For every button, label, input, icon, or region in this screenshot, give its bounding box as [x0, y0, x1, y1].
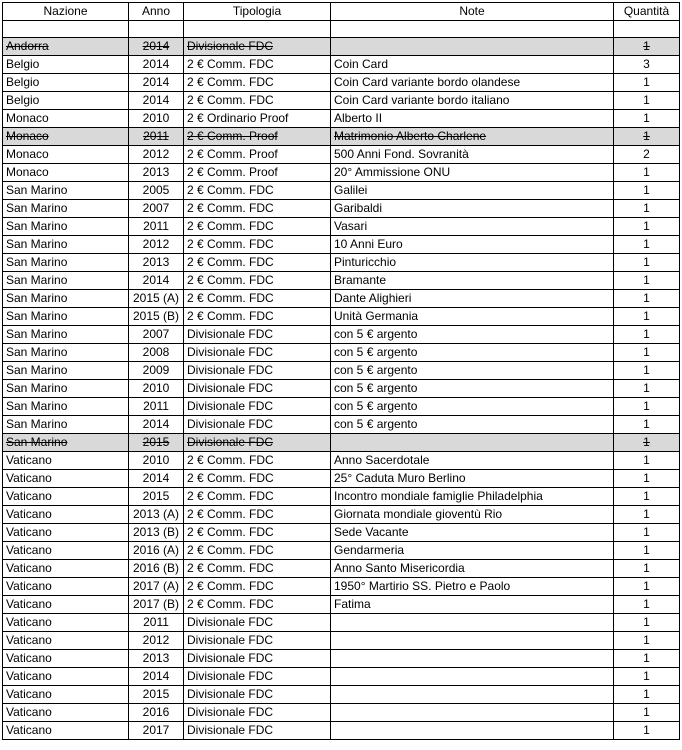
cell-note[interactable]: Coin Card — [331, 56, 614, 74]
cell-tipologia[interactable]: Divisionale FDC — [184, 650, 331, 668]
cell-quantita[interactable]: 1 — [614, 686, 680, 704]
cell-note[interactable]: Gendarmeria — [331, 542, 614, 560]
cell-tipologia[interactable]: 2 € Comm. FDC — [184, 542, 331, 560]
cell-nazione[interactable]: Vaticano — [3, 506, 129, 524]
cell-nazione[interactable]: Monaco — [3, 164, 129, 182]
cell-anno[interactable]: 2013 (B) — [129, 524, 184, 542]
cell-quantita[interactable]: 1 — [614, 74, 680, 92]
cell-nazione[interactable]: Vaticano — [3, 488, 129, 506]
cell-quantita[interactable]: 1 — [614, 92, 680, 110]
cell-anno[interactable]: 2014 — [129, 92, 184, 110]
cell-nazione[interactable]: San Marino — [3, 398, 129, 416]
cell-nazione[interactable]: Vaticano — [3, 632, 129, 650]
cell-tipologia[interactable]: 2 € Comm. FDC — [184, 524, 331, 542]
table-row — [3, 92, 680, 110]
table-row — [3, 434, 680, 452]
cell-quantita[interactable]: 3 — [614, 56, 680, 74]
cell-anno[interactable]: 2011 — [129, 128, 184, 146]
header-note[interactable]: Note — [331, 3, 614, 21]
table-row — [3, 74, 680, 92]
cell-nazione[interactable]: San Marino — [3, 434, 129, 452]
cell-quantita[interactable]: 1 — [614, 182, 680, 200]
cell-tipologia[interactable]: 2 € Comm. FDC — [184, 596, 331, 614]
cell-note[interactable] — [331, 434, 614, 452]
cell-anno[interactable]: 2013 — [129, 254, 184, 272]
cell-nazione[interactable]: Vaticano — [3, 542, 129, 560]
cell-note[interactable] — [331, 614, 614, 632]
cell-note[interactable]: Matrimonio Alberto Charlene — [331, 128, 614, 146]
cell-anno[interactable]: 2017 — [129, 722, 184, 740]
cell-nazione[interactable]: Monaco — [3, 110, 129, 128]
cell-quantita[interactable]: 1 — [614, 506, 680, 524]
table-row — [3, 668, 680, 686]
cell-nazione[interactable]: Belgio — [3, 92, 129, 110]
cell-note[interactable]: 25° Caduta Muro Berlino — [331, 470, 614, 488]
cell-note[interactable] — [331, 650, 614, 668]
table-row — [3, 416, 680, 434]
cell-anno[interactable]: 2009 — [129, 362, 184, 380]
cell-note[interactable]: 20° Ammissione ONU — [331, 164, 614, 182]
cell-note[interactable] — [331, 686, 614, 704]
cell-tipologia[interactable]: Divisionale FDC — [184, 344, 331, 362]
cell-nazione[interactable]: San Marino — [3, 308, 129, 326]
table-row — [3, 470, 680, 488]
cell-nazione[interactable]: Monaco — [3, 128, 129, 146]
coin-inventory-table — [2, 2, 680, 740]
cell-note[interactable]: 10 Anni Euro — [331, 236, 614, 254]
cell-anno[interactable]: 2015 — [129, 488, 184, 506]
cell-quantita[interactable]: 2 — [614, 146, 680, 164]
cell-tipologia[interactable]: Divisionale FDC — [184, 632, 331, 650]
cell-note[interactable]: Sede Vacante — [331, 524, 614, 542]
cell-note[interactable]: Dante Alighieri — [331, 290, 614, 308]
cell-anno[interactable]: 2010 — [129, 452, 184, 470]
cell-note[interactable] — [331, 632, 614, 650]
table-row — [3, 146, 680, 164]
cell-note[interactable]: con 5 € argento — [331, 416, 614, 434]
table-row — [3, 722, 680, 740]
cell-quantita[interactable]: 1 — [614, 542, 680, 560]
table-row — [3, 56, 680, 74]
cell-anno[interactable]: 2015 (B) — [129, 308, 184, 326]
table-row — [3, 200, 680, 218]
cell-note[interactable]: con 5 € argento — [331, 344, 614, 362]
cell-anno[interactable]: 2014 — [129, 416, 184, 434]
cell-anno[interactable]: 2011 — [129, 614, 184, 632]
cell-note[interactable]: Pinturicchio — [331, 254, 614, 272]
cell-tipologia[interactable]: 2 € Comm. Proof — [184, 164, 331, 182]
cell-note[interactable]: Unità Germania — [331, 308, 614, 326]
cell-tipologia[interactable]: Divisionale FDC — [184, 686, 331, 704]
cell-note[interactable]: Incontro mondiale famiglie Philadelphia — [331, 488, 614, 506]
cell-note[interactable]: Galilei — [331, 182, 614, 200]
cell-quantita[interactable]: 1 — [614, 578, 680, 596]
cell-note[interactable]: con 5 € argento — [331, 326, 614, 344]
cell-nazione[interactable]: San Marino — [3, 326, 129, 344]
cell-quantita[interactable]: 1 — [614, 380, 680, 398]
table-row — [3, 560, 680, 578]
cell-note[interactable]: Anno Santo Misericordia — [331, 560, 614, 578]
cell-anno[interactable]: 2012 — [129, 632, 184, 650]
table-row — [3, 128, 680, 146]
cell-nazione[interactable]: Vaticano — [3, 524, 129, 542]
cell-tipologia[interactable]: Divisionale FDC — [184, 416, 331, 434]
cell-nazione[interactable]: Belgio — [3, 56, 129, 74]
cell-anno[interactable]: 2010 — [129, 380, 184, 398]
cell-nazione[interactable]: Vaticano — [3, 470, 129, 488]
cell-nazione[interactable] — [3, 21, 129, 38]
cell-quantita[interactable]: 1 — [614, 650, 680, 668]
cell-tipologia[interactable]: 2 € Comm. FDC — [184, 56, 331, 74]
cell-anno[interactable]: 2014 — [129, 56, 184, 74]
cell-quantita[interactable]: 1 — [614, 668, 680, 686]
table-row — [3, 380, 680, 398]
cell-nazione[interactable]: San Marino — [3, 182, 129, 200]
table-row — [3, 596, 680, 614]
table-row — [3, 272, 680, 290]
cell-anno[interactable]: 2014 — [129, 272, 184, 290]
cell-note[interactable]: con 5 € argento — [331, 380, 614, 398]
cell-quantita[interactable]: 1 — [614, 164, 680, 182]
cell-nazione[interactable]: Vaticano — [3, 452, 129, 470]
cell-tipologia[interactable]: 2 € Comm. FDC — [184, 236, 331, 254]
cell-tipologia[interactable]: Divisionale FDC — [184, 668, 331, 686]
cell-nazione[interactable]: Vaticano — [3, 560, 129, 578]
cell-note[interactable]: Bramante — [331, 272, 614, 290]
table-row — [3, 38, 680, 56]
cell-nazione[interactable]: San Marino — [3, 380, 129, 398]
table-row — [3, 344, 680, 362]
cell-note[interactable] — [331, 704, 614, 722]
table-row — [3, 236, 680, 254]
cell-quantita[interactable]: 1 — [614, 38, 680, 56]
cell-tipologia[interactable]: 2 € Comm. FDC — [184, 290, 331, 308]
cell-quantita[interactable]: 1 — [614, 524, 680, 542]
cell-note[interactable]: 1950° Martirio SS. Pietro e Paolo — [331, 578, 614, 596]
cell-quantita[interactable]: 1 — [614, 326, 680, 344]
cell-quantita[interactable]: 1 — [614, 200, 680, 218]
cell-quantita[interactable] — [614, 21, 680, 38]
cell-anno[interactable]: 2015 (A) — [129, 290, 184, 308]
cell-tipologia[interactable]: Divisionale FDC — [184, 722, 331, 740]
cell-nazione[interactable]: Monaco — [3, 146, 129, 164]
header-nazione[interactable]: Nazione — [3, 3, 129, 21]
cell-anno[interactable]: 2007 — [129, 200, 184, 218]
table-row — [3, 290, 680, 308]
header-row — [3, 3, 680, 21]
header-quantita[interactable]: Quantità — [614, 3, 680, 21]
cell-note[interactable] — [331, 668, 614, 686]
cell-note[interactable]: con 5 € argento — [331, 398, 614, 416]
cell-anno[interactable]: 2016 (B) — [129, 560, 184, 578]
cell-note[interactable]: Anno Sacerdotale — [331, 452, 614, 470]
cell-anno[interactable]: 2017 (A) — [129, 578, 184, 596]
cell-tipologia[interactable]: 2 € Comm. FDC — [184, 488, 331, 506]
cell-note[interactable] — [331, 722, 614, 740]
cell-quantita[interactable]: 1 — [614, 452, 680, 470]
cell-tipologia[interactable]: 2 € Ordinario Proof — [184, 110, 331, 128]
cell-tipologia[interactable]: 2 € Comm. FDC — [184, 470, 331, 488]
cell-quantita[interactable]: 1 — [614, 398, 680, 416]
cell-tipologia[interactable]: 2 € Comm. FDC — [184, 506, 331, 524]
cell-note[interactable] — [331, 21, 614, 38]
cell-note[interactable]: 500 Anni Fond. Sovranità — [331, 146, 614, 164]
table-row — [3, 308, 680, 326]
table-row — [3, 650, 680, 668]
cell-anno[interactable]: 2015 — [129, 686, 184, 704]
cell-tipologia[interactable]: Divisionale FDC — [184, 38, 331, 56]
table-row — [3, 182, 680, 200]
cell-quantita[interactable]: 1 — [614, 362, 680, 380]
cell-tipologia[interactable]: Divisionale FDC — [184, 362, 331, 380]
cell-nazione[interactable]: Vaticano — [3, 614, 129, 632]
table-row — [3, 614, 680, 632]
cell-tipologia[interactable]: Divisionale FDC — [184, 434, 331, 452]
cell-quantita[interactable]: 1 — [614, 416, 680, 434]
cell-tipologia[interactable]: 2 € Comm. FDC — [184, 452, 331, 470]
cell-note[interactable]: Giornata mondiale gioventù Rio — [331, 506, 614, 524]
cell-quantita[interactable]: 1 — [614, 128, 680, 146]
cell-nazione[interactable]: San Marino — [3, 362, 129, 380]
cell-nazione[interactable]: Belgio — [3, 74, 129, 92]
table-body — [3, 21, 680, 740]
cell-anno[interactable]: 2007 — [129, 326, 184, 344]
table-row — [3, 542, 680, 560]
cell-nazione[interactable]: Vaticano — [3, 668, 129, 686]
cell-quantita[interactable]: 1 — [614, 344, 680, 362]
cell-quantita[interactable]: 1 — [614, 218, 680, 236]
cell-anno[interactable] — [129, 21, 184, 38]
cell-anno[interactable]: 2014 — [129, 38, 184, 56]
cell-tipologia[interactable]: 2 € Comm. FDC — [184, 254, 331, 272]
cell-note[interactable] — [331, 38, 614, 56]
cell-nazione[interactable]: San Marino — [3, 200, 129, 218]
cell-nazione[interactable]: Andorra — [3, 38, 129, 56]
cell-quantita[interactable]: 1 — [614, 704, 680, 722]
cell-quantita[interactable]: 1 — [614, 290, 680, 308]
table-row — [3, 254, 680, 272]
table-row — [3, 488, 680, 506]
header-tipologia[interactable]: Tipologia — [184, 3, 331, 21]
table-row — [3, 21, 680, 38]
cell-tipologia[interactable]: 2 € Comm. FDC — [184, 272, 331, 290]
cell-anno[interactable]: 2014 — [129, 668, 184, 686]
table-row — [3, 398, 680, 416]
cell-tipologia[interactable]: Divisionale FDC — [184, 398, 331, 416]
cell-note[interactable]: Garibaldi — [331, 200, 614, 218]
cell-nazione[interactable]: San Marino — [3, 254, 129, 272]
table-row — [3, 506, 680, 524]
cell-anno[interactable]: 2013 — [129, 650, 184, 668]
cell-quantita[interactable]: 1 — [614, 596, 680, 614]
cell-tipologia[interactable]: 2 € Comm. FDC — [184, 308, 331, 326]
cell-nazione[interactable]: Vaticano — [3, 650, 129, 668]
cell-quantita[interactable]: 1 — [614, 632, 680, 650]
cell-anno[interactable]: 2010 — [129, 110, 184, 128]
cell-nazione[interactable]: Vaticano — [3, 686, 129, 704]
cell-nazione[interactable]: San Marino — [3, 236, 129, 254]
cell-quantita[interactable]: 1 — [614, 236, 680, 254]
cell-tipologia[interactable]: 2 € Comm. FDC — [184, 578, 331, 596]
cell-anno[interactable]: 2015 — [129, 434, 184, 452]
table-row — [3, 218, 680, 236]
cell-anno[interactable]: 2013 — [129, 164, 184, 182]
cell-quantita[interactable]: 1 — [614, 434, 680, 452]
cell-tipologia[interactable]: 2 € Comm. FDC — [184, 218, 331, 236]
cell-anno[interactable]: 2012 — [129, 146, 184, 164]
cell-anno[interactable]: 2013 (A) — [129, 506, 184, 524]
cell-anno[interactable]: 2011 — [129, 398, 184, 416]
cell-anno[interactable]: 2005 — [129, 182, 184, 200]
cell-anno[interactable]: 2017 (B) — [129, 596, 184, 614]
cell-nazione[interactable]: San Marino — [3, 344, 129, 362]
cell-tipologia[interactable]: Divisionale FDC — [184, 326, 331, 344]
cell-tipologia[interactable]: 2 € Comm. FDC — [184, 560, 331, 578]
header-anno[interactable]: Anno — [129, 3, 184, 21]
cell-note[interactable]: Alberto II — [331, 110, 614, 128]
cell-anno[interactable]: 2016 — [129, 704, 184, 722]
cell-note[interactable]: Fatima — [331, 596, 614, 614]
cell-nazione[interactable]: San Marino — [3, 416, 129, 434]
cell-tipologia[interactable]: Divisionale FDC — [184, 614, 331, 632]
table-row — [3, 704, 680, 722]
cell-nazione[interactable]: San Marino — [3, 272, 129, 290]
cell-quantita[interactable]: 1 — [614, 722, 680, 740]
cell-quantita[interactable]: 1 — [614, 110, 680, 128]
cell-anno[interactable]: 2008 — [129, 344, 184, 362]
cell-tipologia[interactable]: 2 € Comm. FDC — [184, 200, 331, 218]
cell-nazione[interactable]: Vaticano — [3, 704, 129, 722]
table-row — [3, 632, 680, 650]
cell-tipologia[interactable]: 2 € Comm. FDC — [184, 74, 331, 92]
table-row — [3, 578, 680, 596]
cell-nazione[interactable]: Vaticano — [3, 722, 129, 740]
cell-anno[interactable]: 2012 — [129, 236, 184, 254]
cell-quantita[interactable]: 1 — [614, 470, 680, 488]
cell-tipologia[interactable]: Divisionale FDC — [184, 380, 331, 398]
cell-nazione[interactable]: Vaticano — [3, 578, 129, 596]
cell-nazione[interactable]: Vaticano — [3, 596, 129, 614]
cell-note[interactable]: con 5 € argento — [331, 362, 614, 380]
cell-tipologia[interactable]: 2 € Comm. Proof — [184, 128, 331, 146]
cell-tipologia[interactable] — [184, 21, 331, 38]
cell-note[interactable]: Vasari — [331, 218, 614, 236]
table-row — [3, 686, 680, 704]
cell-quantita[interactable]: 1 — [614, 488, 680, 506]
cell-nazione[interactable]: San Marino — [3, 218, 129, 236]
cell-tipologia[interactable]: 2 € Comm. FDC — [184, 92, 331, 110]
cell-quantita[interactable]: 1 — [614, 308, 680, 326]
table-row — [3, 110, 680, 128]
cell-anno[interactable]: 2014 — [129, 470, 184, 488]
cell-note[interactable]: Coin Card variante bordo italiano — [331, 92, 614, 110]
cell-anno[interactable]: 2016 (A) — [129, 542, 184, 560]
cell-quantita[interactable]: 1 — [614, 560, 680, 578]
cell-nazione[interactable]: San Marino — [3, 290, 129, 308]
cell-quantita[interactable]: 1 — [614, 272, 680, 290]
cell-anno[interactable]: 2011 — [129, 218, 184, 236]
cell-tipologia[interactable]: 2 € Comm. FDC — [184, 182, 331, 200]
cell-tipologia[interactable]: 2 € Comm. Proof — [184, 146, 331, 164]
cell-tipologia[interactable]: Divisionale FDC — [184, 704, 331, 722]
table-row — [3, 164, 680, 182]
table-row — [3, 524, 680, 542]
table-row — [3, 452, 680, 470]
cell-note[interactable]: Coin Card variante bordo olandese — [331, 74, 614, 92]
cell-quantita[interactable]: 1 — [614, 614, 680, 632]
cell-quantita[interactable]: 1 — [614, 254, 680, 272]
table-row — [3, 326, 680, 344]
table-row — [3, 362, 680, 380]
cell-anno[interactable]: 2014 — [129, 74, 184, 92]
